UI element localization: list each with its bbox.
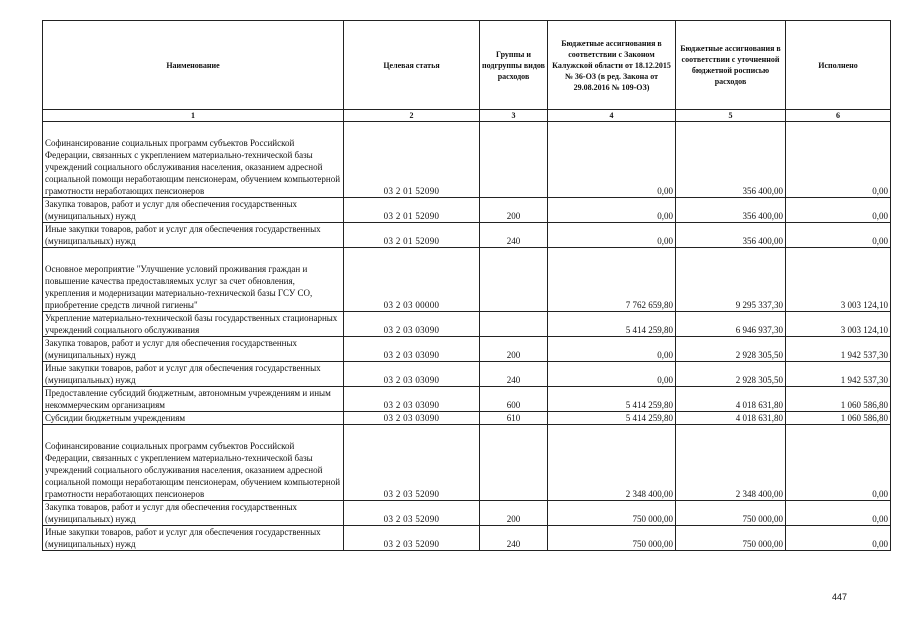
row-budget-refined: 2 928 305,50 — [676, 337, 786, 362]
column-number: 2 — [344, 110, 480, 122]
row-executed: 1 060 586,80 — [786, 412, 891, 425]
column-number: 4 — [548, 110, 676, 122]
header-budget-law: Бюджетные ассигнования в соответствии с Законом Калужской области от 18.12.2015 № 36-ОЗ (в ред. Закона от 29.08.2016 № 109-ОЗ) — [548, 21, 676, 110]
row-budget-refined: 9 295 337,30 — [676, 248, 786, 312]
row-executed: 3 003 124,10 — [786, 312, 891, 337]
row-name: Субсидии бюджетным учреждениям — [43, 412, 344, 425]
row-budget-refined: 6 946 937,30 — [676, 312, 786, 337]
row-expense-group: 200 — [480, 501, 548, 526]
table-row — [43, 223, 891, 248]
row-expense-group: 240 — [480, 223, 548, 248]
row-target-article: 03 2 03 52090 — [344, 526, 480, 551]
row-executed: 0,00 — [786, 425, 891, 501]
row-expense-group — [480, 312, 548, 337]
row-executed: 0,00 — [786, 122, 891, 198]
row-executed: 1 060 586,80 — [786, 387, 891, 412]
row-target-article: 03 2 03 03090 — [344, 412, 480, 425]
header-expense-groups: Группы и подгруппы видов расходов — [480, 21, 548, 110]
row-expense-group — [480, 425, 548, 501]
row-target-article: 03 2 03 03090 — [344, 362, 480, 387]
table-header-row — [43, 21, 891, 110]
row-executed: 0,00 — [786, 526, 891, 551]
row-budget-refined: 356 400,00 — [676, 198, 786, 223]
row-target-article: 03 2 01 52090 — [344, 122, 480, 198]
row-expense-group: 200 — [480, 198, 548, 223]
table-row — [43, 248, 891, 312]
row-expense-group: 240 — [480, 526, 548, 551]
table-row — [43, 122, 891, 198]
row-target-article: 03 2 03 00000 — [344, 248, 480, 312]
row-budget-law: 750 000,00 — [548, 501, 676, 526]
row-name: Иные закупки товаров, работ и услуг для обеспечения государственных (муниципальных) нужд — [43, 526, 344, 551]
row-budget-law: 750 000,00 — [548, 526, 676, 551]
column-number: 1 — [43, 110, 344, 122]
row-budget-refined: 750 000,00 — [676, 526, 786, 551]
row-target-article: 03 2 03 03090 — [344, 387, 480, 412]
row-budget-law: 5 414 259,80 — [548, 312, 676, 337]
row-executed: 0,00 — [786, 501, 891, 526]
header-name: Наименование — [43, 21, 344, 110]
row-name: Иные закупки товаров, работ и услуг для обеспечения государственных (муниципальных) нужд — [43, 362, 344, 387]
page-number: 447 — [832, 592, 848, 602]
row-budget-refined: 750 000,00 — [676, 501, 786, 526]
header-executed: Исполнено — [786, 21, 891, 110]
row-name: Предоставление субсидий бюджетным, автономным учреждениям и иным некоммерческим организациям — [43, 387, 344, 412]
table-row — [43, 362, 891, 387]
table-row — [43, 412, 891, 425]
column-number: 5 — [676, 110, 786, 122]
row-executed: 3 003 124,10 — [786, 248, 891, 312]
row-name: Закупка товаров, работ и услуг для обеспечения государственных (муниципальных) нужд — [43, 337, 344, 362]
row-budget-law: 0,00 — [548, 122, 676, 198]
table-row — [43, 425, 891, 501]
row-target-article: 03 2 03 52090 — [344, 425, 480, 501]
row-budget-law: 5 414 259,80 — [548, 387, 676, 412]
row-budget-law: 0,00 — [548, 198, 676, 223]
row-name: Основное мероприятие "Улучшение условий проживания граждан и повышение качества предоставляемых услуг за счет обновления, укрепления и модернизации материально-технической базы ГСУ СО, приобретение средств личной гигиены" — [43, 248, 344, 312]
row-target-article: 03 2 03 03090 — [344, 312, 480, 337]
table-row — [43, 198, 891, 223]
column-number-row — [43, 110, 891, 122]
row-expense-group: 240 — [480, 362, 548, 387]
row-target-article: 03 2 01 52090 — [344, 198, 480, 223]
row-name: Закупка товаров, работ и услуг для обеспечения государственных (муниципальных) нужд — [43, 501, 344, 526]
header-budget-refined: Бюджетные ассигнования в соответствии с уточненной бюджетной росписью расходов — [676, 21, 786, 110]
row-budget-law: 0,00 — [548, 337, 676, 362]
row-budget-law: 0,00 — [548, 362, 676, 387]
row-budget-law: 5 414 259,80 — [548, 412, 676, 425]
row-name: Иные закупки товаров, работ и услуг для обеспечения государственных (муниципальных) нужд — [43, 223, 344, 248]
table-row — [43, 501, 891, 526]
row-budget-law: 0,00 — [548, 223, 676, 248]
table-row — [43, 526, 891, 551]
row-expense-group — [480, 122, 548, 198]
row-budget-refined: 356 400,00 — [676, 223, 786, 248]
row-budget-refined: 2 928 305,50 — [676, 362, 786, 387]
row-target-article: 03 2 01 52090 — [344, 223, 480, 248]
column-number: 6 — [786, 110, 891, 122]
table-row — [43, 387, 891, 412]
row-target-article: 03 2 03 52090 — [344, 501, 480, 526]
table-row — [43, 337, 891, 362]
row-executed: 0,00 — [786, 198, 891, 223]
row-expense-group: 600 — [480, 387, 548, 412]
table-row — [43, 312, 891, 337]
row-target-article: 03 2 03 03090 — [344, 337, 480, 362]
row-budget-refined: 4 018 631,80 — [676, 412, 786, 425]
row-budget-law: 2 348 400,00 — [548, 425, 676, 501]
row-executed: 0,00 — [786, 223, 891, 248]
column-number: 3 — [480, 110, 548, 122]
row-budget-refined: 4 018 631,80 — [676, 387, 786, 412]
budget-table — [42, 20, 891, 551]
row-budget-refined: 356 400,00 — [676, 122, 786, 198]
row-executed: 1 942 537,30 — [786, 362, 891, 387]
row-name: Укрепление материально-технической базы государственных стационарных учреждений социального обслуживания — [43, 312, 344, 337]
row-budget-refined: 2 348 400,00 — [676, 425, 786, 501]
header-target-article: Целевая статья — [344, 21, 480, 110]
row-executed: 1 942 537,30 — [786, 337, 891, 362]
row-budget-law: 7 762 659,80 — [548, 248, 676, 312]
row-expense-group — [480, 248, 548, 312]
row-expense-group: 610 — [480, 412, 548, 425]
row-expense-group: 200 — [480, 337, 548, 362]
row-name: Софинансирование социальных программ субъектов Российской Федерации, связанных с укреплением материально-технической базы учреждений социального обслуживания населения, оказанием адресной социальной помощи неработающим пенсионерам, обучением компьютерной грамотности неработающих пенсионеров — [43, 122, 344, 198]
row-name: Софинансирование социальных программ субъектов Российской Федерации, связанных с укреплением материально-технической базы учреждений социального обслуживания населения, оказанием адресной социальной помощи неработающим пенсионерам, обучением компьютерной грамотности неработающих пенсионеров — [43, 425, 344, 501]
row-name: Закупка товаров, работ и услуг для обеспечения государственных (муниципальных) нужд — [43, 198, 344, 223]
